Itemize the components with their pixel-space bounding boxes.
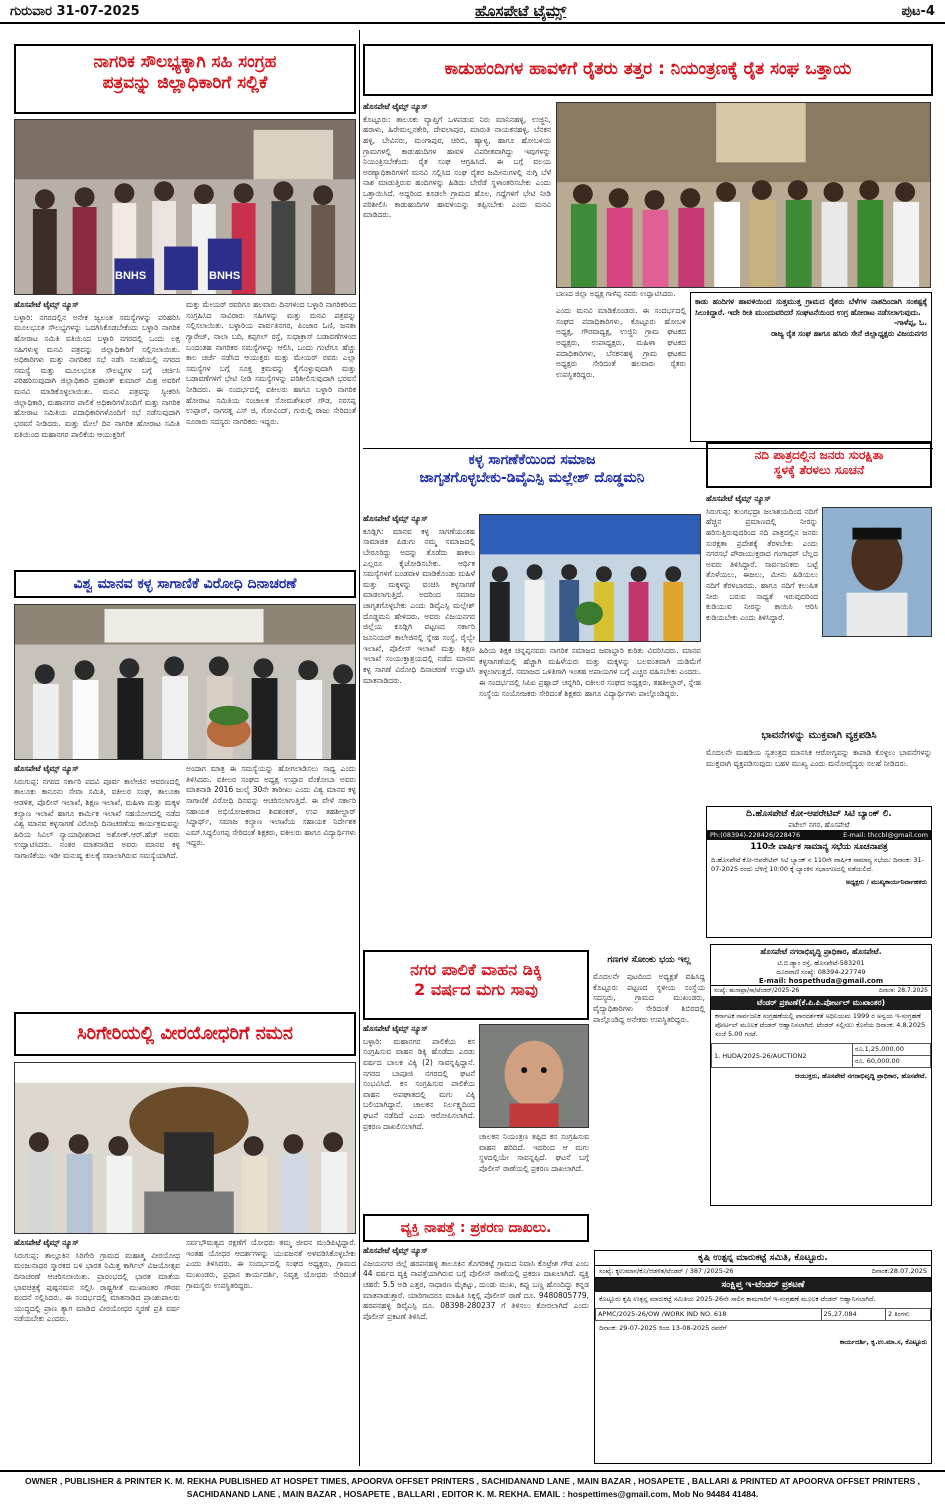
story4-headline: ಕಾಡುಹಂದಿಗಳ ಹಾವಳಿಗೆ ರೈತರು ತತ್ತರ : ನಿಯಂತ್ರಣಕ್ಕೆ ರೈತ ಸಂಘ ಒತ್ತಾಯ: [363, 44, 933, 96]
story8-body-text: ಮೊದಲನೇ ಪುಟದಿಂದ ಅಧ್ಯಕ್ಷತೆ ವಹಿಸಿದ್ದ ಕೊಟ್ಟೂರು ಪಟ್ಟಣದ ಸ್ಥಳೀಯ ಸಂಸ್ಥೆಯ ಸದಸ್ಯರು, ಗ್ರಾಮದ ಮುಖಂಡರು, ವೈದ್ಯಾಧಿಕಾರಿಗಳು ಸೇರಿದಂತೆ ಶಿಬಿರದಲ್ಲಿ ಪಾಲ್ಗೊಂಡಿದ್ದ ಅನೇಕರು ಉಪಸ್ಥಿತರಿದ್ದರು.: [593, 972, 705, 1024]
placard-1: BNHS: [115, 270, 147, 282]
story3-body-left-text: ಸಿರುಗುಪ್ಪ: ತಾಲ್ಲೂಕಿನ ಸಿರಿಗೇರಿ ಗ್ರಾಮದ ಮಹಾತ್ಮ ವೀರಯೋಧ ಮಂಜುನಾಥರ ಸ್ಮಾರಕದ ಬಳಿ ಭಾರತ ನಿಮಿತ್ತ ಕಾರ್ಗಿಲ್ ವಿಜಯೋತ್ಸವ ದಿನಾಚರಣೆ ಆಚರಿಸಲಾಯಿತು. ಪ್ರಾರಂಭದಲ್ಲಿ ಭಾರತ ಮಾತೆಯ ಭಾವಚಿತ್ರಕ್ಕೆ ಪುಷ್ಪನಮನ ಸಲ್ಲಿಸಿ ರಾಷ್ಟ್ರಗೀತೆ ಮುಖಾಂತರ ಗೌರವ ವಂದನೆ ಸಲ್ಲಿಸಿದರು. ಈ ಸಂದರ್ಭದಲ್ಲಿ ಮಾತನಾಡಿದ ಪ್ರಾಂಶುಪಾಲರು ಯುದ್ಧದಲ್ಲಿ ಪ್ರಾಣ ತ್ಯಾಗ ಮಾಡಿದ ವೀರಯೋಧರ ಸ್ಮರಣೆ ಪ್ರತಿ ವರ್ಷ ನಡೆಯಬೇಕು ಎಂದರು.: [14, 1250, 180, 1324]
huda-name: ಹೊಸಪೇಟೆ ನಗರಾಭಿವೃದ್ಧಿ ಪ್ರಾಧಿಕಾರ, ಹೊಸಪೇಟೆ.: [760, 947, 882, 956]
story1-body-right-text: ಮತ್ತು ಮೇಯರ್ ರವರಿಗೂ ಹಲವಾರು ದಿನಗಳಿಂದ ಬಳ್ಳಾರಿ ನಾಗರಿಕರಿಂದ ಸಂಗ್ರಹಿಸಿದ ಸಾವಿರಾರು ಸಹಿಗಳನ್ನು ಮತ್ತು ಮನವಿ ಪತ್ರವನ್ನು ಸಲ್ಲಿಸಲಾಯಿತು. ಬಳ್ಳಾರಿಯ ಪಾರ್ವತಿನಗರ, ಪಿಂಜಾರ ಓಣಿ, ಜನತಾ ಗ್ಯಾರೇಜ್, ನಾಲಾ ಬದಿ, ಕಪ್ಪಗಲ್ ರಸ್ತೆ, ಸುಧಾಕ್ರಾಸ್ ಬಡಾವಣೆಗಳಿಂದ ಬಂದಂತಹ ನಾಗರಿಕರ ಸಮಸ್ಯೆಗಳನ್ನು ಆಲಿಸಿ, ಒಂದು ಗಂಟೆಗೂ ಹೆಚ್ಚು ಕಾಲ ಚರ್ಚೆ ನಡೆಸಿದ ಆಯುಕ್ತರು ಮತ್ತು ಮೇಯರ್ ರವರು ಎಲ್ಲಾ ಸಮಸ್ಯೆಗಳ ಬಗ್ಗೆ ಸೂಕ್ತ ಕ್ರಮವನ್ನು ಕೈಗೊಳ್ಳುವುದಾಗಿ ಮತ್ತು ಬಡಾವಣೆಗಳಿಗೆ ಭೇಟಿ ನೀಡಿ ಸಮಸ್ಯೆಗಳನ್ನು ಪರಿಶೀಲಿಸುವುದಾಗಿ ಭರವಸೆ ನೀಡಿದರು. ಈ ಸಂದರ್ಭದಲ್ಲಿ ವಕೀಲರು ಹಾಗೂ ಬಳ್ಳಾರಿ ನಾಗರಿಕ ಹೋರಾಟ ಸಮಿತಿಯ ಸಂಚಾಲಕ ಸೋಮಶೇಖರ್ ಗೌಡ, ನರಸಪ್ಪ ಉಪ್ಪಾರ್, ನಾಗರತ್ನ ಎಸ್ ಜಿ, ಗೋವಿಂದ್, ಗುರುಲ್ಲಿ ರಾಜು ಸೇರಿದಂತೆ ನೂರಾರು ಸದಸ್ಯರು ನಾಗರಿಕರು ಇದ್ದರು.: [186, 300, 356, 427]
story4-body-mid: [556, 306, 686, 446]
story4-body-left-text: ಕೊಟ್ಟೂರು: ತಾಲೂಕು ವ್ಯಾಪ್ತಿಗೆ ಒಳಪಡುವ ನಿರು ಮಾನಿನಹಳ್ಳಿ, ಉಜ್ಜಿನಿ, ಹರಾಳು, ಹಿರೇಮಲ್ಲನಕೇರಿ, ದೇವಲಾಪುರ, ಮಾರುತಿ ನಾಯಕನಹಳ್ಳಿ, ಬೆನಕನ ಹಳ್ಳಿ, ಬೇವಿನರು, ಮಂಗಾಪುರ, ಚಿರಿಬಿ, ಹ್ಯಾಳ್ಯ, ಹಾಗೂ ಹೋಬಳಿಯ ಗ್ರಾಮಗಳಲ್ಲಿ ಕಾಡುಹಂದಿಗಳ ಹಾವಳಿ ವಿಪರೀತವಾಗಿದ್ದು ಇವುಗಳನ್ನು ನಿಯಂತ್ರಿಸಬೇಕೆಂದು ರೈತ ಸಂಘ ಆಗ್ರಹಿಸಿದೆ. ಈ ಬಗ್ಗೆ ವಲಯ ಅರಣ್ಯಾಧಿಕಾರಿಗಳಿಗೆ ಮನವಿ ಸಲ್ಲಿಸಿದ ಸಂಘ ರೈತರ ಜಮೀನುಗಳಲ್ಲಿ ನುಗ್ಗಿ ಬೆಳೆ ನಾಶ ಮಾಡುತ್ತಿರುವ ಹಂದಿಗಳನ್ನು ಹಿಡಿದು ಬೇರೆಡೆ ಸ್ಥಳಾಂತರಿಸಬೇಕು ಎಂದು ಒತ್ತಾಯಿಸಿದೆ. ಅದ್ದರಿಂದ ಕೂಡಲೇ ಗ್ರಾಮದ ಹೊಲ, ಗದ್ದೆಗಳಿಗೆ ಭೇಟಿ ನೀಡಿ ಪರಿಶೀಲಿಸಿ ಕಾಡುಹಂದಿಗಳ ಹಾವಳಿಯನ್ನು ತಪ್ಪಿಸಬೇಕು ಎಂದು ಮನವಿ ಮಾಡಿದರು.: [363, 114, 551, 220]
story6-body: [706, 494, 932, 726]
bank-address: ಪಟೇಲ್ ನಗರ, ಹೊಸಪೇಟೆ: [788, 821, 850, 829]
story5-dateline: ಹೊಸಪೇಟೆ ಟೈಮ್ಸ್ ನ್ಯೂಸ್: [363, 514, 428, 523]
apmc-name: ಕೃಷಿ ಉತ್ಪನ್ನ ಮಾರುಕಟ್ಟೆ ಸಮಿತಿ, ಕೊಟ್ಟೂರು.: [698, 1253, 828, 1263]
story2-body-left-text: ಸಿರುಗುಪ್ಪ: ನಗರದ ಸರ್ಕಾರಿ ಪದವಿ ಪೂರ್ವ ಕಾಲೇಜಿನ ಆವರಣದಲ್ಲಿ ತಾಲೂಕು ಕಾನೂನು ಸೇವಾ ಸಮಿತಿ, ವಕೀಲರ ಸಂಘ, ತಾಲೂಕಾ ಆಡಳಿತ, ಪೊಲೀಸ್ ಇಲಾಖೆ, ಶಿಕ್ಷಣ ಇಲಾಖೆ, ಮಹಿಳಾ ಮತ್ತು ಮಕ್ಕಳ ಕಲ್ಯಾಣ ಇಲಾಖೆ ಹಾಗೂ ಕಾರ್ಮಿಕ ಇಲಾಖೆ ಸಹಯೋಗದಲ್ಲಿ ನಡೆದ ವಿಶ್ವ ಮಾನವ ಕಳ್ಳಸಾಗಣೆ ವಿರೋಧಿ ದಿನಾಚರಣೆಯ ಕಾರ್ಯಕ್ರಮವನ್ನು ಹಿರಿಯ ಸಿವಿಲ್ ನ್ಯಾಯಾಧೀಶರಾದ ಅಶೋಕ್.ಆರ್.ಹೆಚ್ ಅವರು ಉದ್ಘಾಟಿಸಿದರು. ನಂತರ ಮಾತನಾಡಿದ ಅವರು ಮಾನವ ಕಳ್ಳ ಸಾಗಾಣಿಕೆಯು ಇಡೀ ಮನುಷ್ಯ ಕುಲಕ್ಕೆ ಸವಾಲಾಗಿರುವ ಸಮಸ್ಯೆಯಾಗಿದೆ.: [14, 776, 180, 861]
story5-headline: ಕಳ್ಳ ಸಾಗಣೆಕೆಯಿಂದ ಸಮಾಜ ಜಾಗೃತಗೊಳ್ಳಬೇಕು-ಡಿವೈಎಸ್ಪಿ ಮಲ್ಲೇಶ್ ದೊಡ್ಡಮನಿ: [419, 452, 645, 486]
story6-body-text: ಸಿರುಗುಪ್ಪ: ತುಂಗಭದ್ರಾ ಜಲಾಶಯದಿಂದ ನದಿಗೆ ಹೆಚ್ಚಿನ ಪ್ರಮಾಣದಲ್ಲಿ ನೀರನ್ನು ಹರಿಸುತ್ತಿರುವುದರಿಂದ ನದಿ ಪಾತ್ರದಲ್ಲಿನ ಜನರು ಸುರಕ್ಷತಾ ಪ್ರದೇಶಕ್ಕೆ ತೆರಳಬೇಕು ಎಂದು ನಗರಸಭೆ ಪೌರಾಯುಕ್ತರಾದ ಗಂಗಾಧರ್ ಬೆಲ್ಲದ ಅವರು ತಿಳಿಸಿದ್ದಾರೆ. ಸಾರ್ವಜನಿಕರು ಬಟ್ಟೆ ತೊಳೆಯಲು, ಈಜಲು, ಮೀನು ಹಿಡಿಯಲು ನದಿಗೆ ತೆರಳಬಾರದು. ಹಾಗೂ ನದಿಗೆ ಕಲುಷಿತ ನೀರು ಬರುವ ಸಾಧ್ಯತೆ ಇರುವುದರಿಂದ ಕುಡಿಯುವ ನೀರನ್ನು ಕಾಯಿಸಿ ಆರಿಸಿ ಕುಡಿಯಬೇಕು ಎಂದು ತಿಳಿಸಿದ್ದಾರೆ.: [706, 506, 818, 623]
story9-headline: ವ್ಯಕ್ತಿ ನಾಪತ್ತೆ : ಪ್ರಕರಣ ದಾಖಲು.: [363, 1214, 589, 1242]
apmc-row-amount: 25,27,084: [821, 1308, 885, 1320]
imprint-line2: SACHIDANAND LANE , MAIN BAZAR , HOSAPETE , BALLARI , EDITOR K. M. REKHA. EMAIL : hospettimes@gmail.com, Mob No 94484 41484.: [186, 1488, 759, 1499]
story9-body-text: ವಿಜಯನಗರ ಜಿಲ್ಲೆ ಹರಪನಹಳ್ಳಿ ತಾಲೂಕಿನ ತೊಗರಿಕಟ್ಟೆ ಗ್ರಾಮದ ನಿವಾಸಿ ಕೊಟ್ರೇಶ ಗೌಡ ಎಂಬ 44 ವರ್ಷದ ವ್ಯಕ್ತಿ ನಾಪತ್ತೆಯಾಗಿರುವ ಬಗ್ಗೆ ಪೊಲೀಸ್ ಠಾಣೆಯಲ್ಲಿ ಪ್ರಕರಣ ದಾಖಲಾಗಿದೆ. ವ್ಯಕ್ತಿ ಚಹರೆ: 5.5 ಅಡಿ ಎತ್ತರ, ಸಾಧಾರಣ ಮೈಕಟ್ಟು, ದುಂಡು ಮುಖ, ಕಪ್ಪು ಬಣ್ಣ ಹೊಂದಿದ್ದು ಕನ್ನಡ ಮಾತನಾಡುತ್ತಾರೆ. ಯಾರಿಗಾದರೂ ಮಾಹಿತಿ ಸಿಕ್ಕಲ್ಲಿ ಪೊಲೀಸ್ ಠಾಣೆ ದೂ. 9480805779, ಹರಪನಹಳ್ಳಿ ಡಿವೈಎಸ್ಪಿ ದೂ. 08398-280237 ಗೆ ತಿಳಿಸಲು ಕೋರಲಾಗಿದೆ ಎಂದು ಪೊಲೀಸ್ ಪ್ರಕಟಣೆ ತಿಳಿಸಿದೆ.: [363, 1258, 589, 1321]
story9-dateline: ಹೊಸಪೇಟೆ ಟೈಮ್ಸ್ ನ್ಯೂಸ್: [363, 1246, 428, 1255]
story2-headline: ವಿಶ್ವ ಮಾನವ ಕಳ್ಳ ಸಾಗಾಣಿಕೆ ವಿರೋಧಿ ದಿನಾಚರಣೆ: [14, 570, 356, 598]
huda-body: ಕರ್ನಾಟಕ ಸಾರ್ವಜನಿಕ ಸಂಗ್ರಹಣೆಯಲ್ಲಿ ಪಾರದರ್ಶಕತೆ ಅಧಿನಿಯಮ 1999 ರ ಅನ್ವಯ ಇ-ಸಂಗ್ರಹಣೆ ಪೋರ್ಟಲ್ ಮೂಲಕ ಟೆಂಡರ್ ಆಹ್ವಾನಿಸಲಾಗಿದೆ. ಟೆಂಡರ್ ಸಲ್ಲಿಸಲು ಕೊನೆಯ ದಿನಾಂಕ: 4.8.2025 ಸಂಜೆ 5.00 ಗಂಟೆ.: [715, 1012, 926, 1039]
story7-dateline: ಹೊಸಪೇಟೆ ಟೈಮ್ಸ್ ನ್ಯೂಸ್: [363, 1024, 428, 1033]
story8-headline: ಗಣಗಳ ಸೋಂಕು ಭಯ ಇಲ್ಲ: [607, 955, 691, 965]
bank-banner: 110ನೇ ವಾರ್ಷಿಕ ಸಾಮಾನ್ಯ ಸಭೆಯ ಸೂಚನಾಪತ್ರ: [707, 840, 931, 854]
story4-dateline: ಹೊಸಪೇಟೆ ಟೈಮ್ಸ್ ನ್ಯೂಸ್: [363, 102, 428, 111]
bank-advertisement: [706, 806, 932, 938]
story4-photo-caption: ಬಾಣದ ಜಿಲ್ಲಾ ಅಧ್ಯಕ್ಷ ಗಾಳೆಪ್ಪ ನವರು ಉದ್ಘಾಟಿಸಿದರು.: [556, 290, 676, 298]
story5-body-left: [363, 514, 475, 944]
huda-phone: ದೂರವಾಣಿ ಸಂಖ್ಯೆ: 08394-227749: [776, 968, 866, 976]
huda-lot2: ರೂ. 60,000.00: [853, 1056, 931, 1068]
story6-subbody: [706, 748, 932, 804]
bank-body: ದಿ.ಹೊಸಪೇಟೆ ಕೋ-ಆಪರೇಟಿವ್ ಸಿಟಿ ಬ್ಯಾಂಕ್ ನ 110ನೇ ವಾರ್ಷಿಕ ಸಾಮಾನ್ಯ ಸಭೆಯು ದಿನಾಂಕ: 31-07-2025 ರಂದು ಬೆಳಿಗ್ಗೆ 10:00 ಕ್ಕೆ ಬ್ಯಾಂಕಿನ ಸಭಾಂಗಣದಲ್ಲಿ ನಡೆಯಲಿದೆ.: [711, 856, 924, 874]
huda-row-label: 1. HUDA/2025-26/AUCTION2: [712, 1044, 853, 1068]
apmc-row-id: APMC/2025-26/OW /WORK IND NO. 618: [596, 1308, 822, 1320]
story3-photo: [14, 1062, 356, 1234]
story3-body-right: [186, 1238, 356, 1466]
story2-body-left: [14, 764, 180, 978]
bank-signature: ಅಧ್ಯಕ್ಷರು / ಮುಖ್ಯಕಾರ್ಯನಿರ್ವಾಹಕರು: [845, 878, 927, 887]
story1-body-right: [186, 300, 356, 566]
story6-subheading: ಭಾವನೆಗಳನ್ನು ಮುಕ್ತವಾಗಿ ವ್ಯಕ್ತಪಡಿಸಿ: [761, 730, 877, 741]
story5-photo: [479, 514, 701, 642]
story7-headline: ನಗರ ಪಾಲಿಕೆ ವಾಹನ ಡಿಕ್ಕಿ 2 ವರ್ಷದ ಮಗು ಸಾವು: [363, 950, 589, 1020]
story5-body-left-text: ಕೂಡ್ಲಿಗಿ: ಮಾನವ ಕಳ್ಳ ಸಾಗಣೆಯಂತಹ ಸಾಮಾಜಿಕ ಪಿಡುಗು ನಮ್ಮ ಸಮಾಜದಲ್ಲಿ ಬೇರೂರಿದ್ದು ಅದನ್ನು ತೊಡೆದು ಹಾಕಲು ಎಲ್ಲರೂ ಕೈಜೋಡಿಸಬೇಕು. ಆರ್ಥಿಕ ಸಮಸ್ಯೆಗಳಿಗೆ ಬಂಡವಾಳ ಮಾಡಿಕೊಂಡು ಮಹಿಳೆ ಮತ್ತು ಮಕ್ಕಳನ್ನು ವಂಚಿಸಿ ಕಳ್ಳಸಾಗಣೆ ಮಾಡಲಾಗುತ್ತಿದೆ. ಅದರಿಂದ ಸಮಾಜ ಜಾಗೃತಗೊಳ್ಳಬೇಕು ಎಂದು ಡಿವೈಎಸ್ಪಿ ಮಲ್ಲೇಶ್ ದೊಡ್ಡಮನಿ ಹೇಳಿದರು. ಅವರು ವಿಜಯನಗರ ಜಿಲ್ಲೆಯ ಕೂಡ್ಲಿಗಿ ಪಟ್ಟಣದ ಸರ್ಕಾರಿ ಜೂನಿಯರ್ ಕಾಲೇಜಿನಲ್ಲಿ ಸ್ನೇಹ ಸಂಸ್ಥೆ, ರೈಲ್ವೇ ಇಲಾಖೆ, ಪೊಲೀಸ್ ಇಲಾಖೆ ಮತ್ತು ಶಿಕ್ಷಣ ಇಲಾಖೆ ಸಂಯುಕ್ತಾಶ್ರಯದಲ್ಲಿ ನಡೆದ ಮಾನವ ಕಳ್ಳ ಸಾಗಣೆ ವಿರೋಧಿ ದಿನಾಚರಣೆ ಉದ್ಘಾಟಿಸಿ ಮಾತನಾಡಿದರು.: [363, 526, 475, 685]
apmc-ref: ಸಂಖ್ಯೆ: ಕೃಉಮಾಸ/ಕೊ/ಆಡಳಿತ/ಟೆಂಡರ್ / 387 /2025-26: [599, 1267, 734, 1275]
apmc-row-period: 2 ತಿಂಗಳು: [885, 1308, 930, 1320]
apmc-signature: ಕಾರ್ಯದರ್ಶಿ, ಕೃ.ಉ.ಮಾ.ಸ, ಕೊಟ್ಟೂರು: [839, 1337, 927, 1346]
story2-dateline: ಹೊಸಪೇಟೆ ಟೈಮ್ಸ್ ನ್ಯೂಸ್: [14, 764, 79, 773]
story4-body-mid-text: ಎಂದು ಮನವಿ ಮಾಡಿಕೊಂಡರು. ಈ ಸಂದರ್ಭದಲ್ಲಿ ಸಂಘದ ಪದಾಧಿಕಾರಿಗಳು, ಕೊಟ್ಟೂರು ಹೋಬಳಿ ಅಧ್ಯಕ್ಷ, ಗೌರವಾಧ್ಯಕ್ಷ, ಉಜ್ಜಿನಿ ಗ್ರಾಮ ಘಟಕದ ಅಧ್ಯಕ್ಷರು, ಉಪಾಧ್ಯಕ್ಷರು, ಮಹಿಳಾ ಘಟಕದ ಪದಾಧಿಕಾರಿಗಳು, ಬೆನಕನಹಳ್ಳಿ ಗ್ರಾಮ ಘಟಕದ ಅಧ್ಯಕ್ಷರು ಸೇರಿದಂತೆ ಹಲವಾರು ರೈತರು ಉಪಸ್ಥಿತರಿದ್ದರು.: [556, 306, 686, 379]
story1-dateline: ಹೊಸಪೇಟೆ ಟೈಮ್ಸ್ ನ್ಯೂಸ್: [14, 300, 79, 309]
huda-date: ದಿನಾಂಕ: 28.7.2025: [878, 987, 928, 994]
story3-dateline: ಹೊಸಪೇಟೆ ಟೈಮ್ಸ್ ನ್ಯೂಸ್: [14, 1238, 79, 1247]
huda-signature: ಆಯುಕ್ತರು, ಹೊಸಪೇಟೆ ನಗರಾಭಿವೃದ್ಧಿ ಪ್ರಾಧಿಕಾರ, ಹೊಸಪೇಟೆ.: [794, 1072, 927, 1081]
story1-body-left-text: ಬಳ್ಳಾರಿ: ನಗರದಲ್ಲಿನ ಅನೇಕ ಜ್ವಲಂತ ಸಮಸ್ಯೆಗಳನ್ನು ಪರಿಹರಿಸಿ ಮೂಲಭೂತ ಸೌಲಭ್ಯಗಳನ್ನು ಒದಗಿಸಿಕೊಡಬೇಕೆಂದು ಬಳ್ಳಾರಿ ನಾಗರಿಕ ಹೋರಾಟ ಸಮಿತಿ ವತಿಯಿಂದ ಬಳ್ಳಾರಿ ನಗರದಲ್ಲಿ ಒಂದು ಲಕ್ಷ ಸಹಿಗಳುಳ್ಳ ಮನವಿ ಪತ್ರವನ್ನು ಜಿಲ್ಲಾಧಿಕಾರಿಗೆ ಸಲ್ಲಿಸಲಾಯಿತು. ಅಧಿಕಾರಿಗಳು ಮತ್ತು ನಾಗರಿಕರ ಸಭೆ ನಡೆಸಿ ಸಲಹೆಯಲ್ಲಿ ನಗರದ ಸಮಸ್ಯೆ ಮತ್ತು ಮೂಲಭೂತ ಸೌಲಭ್ಯಗಳ ಬಗ್ಗೆ ಚರ್ಚಿಸಿ ಪರಿಹರಿಸುವುದಾಗಿ ಜಿಲ್ಲಾಧಿಕಾರಿ ಪ್ರಶಾಂತ್ ಕುಮಾರ್ ಮಿಶ್ರ ಅವರಿಗೆ ಮನವಿ ಮಾಡಿಕೊಳ್ಳಲಾಯಿತು. ಮನವಿ ಪತ್ರವನ್ನು ಸ್ವೀಕರಿಸಿ ಜಿಲ್ಲಾಧಿಕಾರಿ, ಮಹಾನಗರ ಪಾಲಿಕೆ ಅಧಿಕಾರಿಗಳೊಂದಿಗೆ ಮತ್ತು ನಾಗರಿಕ ಹೋರಾಟ ಸಮಿತಿಯ ಪದಾಧಿಕಾರಿಗಳೊಂದಿಗೆ ಸಭೆ ನಡೆಸುವುದಾಗಿ ಭರವಸೆ ನೀಡಿದರು. ಮತ್ತು ಮೇಲೆ ದಿನ ನಾಗರಿಕ ಹೋರಾಟ ಸಮಿತಿ ವತಿಯಿಂದ ಮಹಾನಗರ ಪಾಲಿಕೆಯ ಆಯುಕ್ತರಿಗೆ: [14, 312, 180, 439]
bank-name: ದಿ.ಹೊಸಪೇಟೆ ಕೋ-ಆಪರೇಟಿವ್ ಸಿಟಿ ಬ್ಯಾಂಕ್ ಲಿ.: [746, 809, 892, 819]
column-divider: [359, 30, 360, 1466]
story4-quote: ಕಾಡು ಹಂದಿಗಳ ಹಾವಳಿಯಿಂದ ಸುತ್ತಮುತ್ತ ಗ್ರಾಮದ ರೈತರು ಬೆಳೆಗಳ ನಾಶದಿಂದಾಗಿ ಸಂಕಷ್ಟಕ್ಕೆ ಸಿಲುಕಿದ್ದಾರೆ. ಇದೇ ರೀತಿ ಮುಂದುವರಿದರೆ ಸಂಘಟನೆಯಿಂದ ಉಗ್ರ ಹೋರಾಟ ನಡೆಸಲಾಗುವುದು.: [695, 297, 927, 317]
huda-email: E-mail: hospethuda@gmail.com: [758, 977, 884, 985]
bank-email: E-mail: thccbl@gmail.com: [843, 831, 928, 839]
story7-body-right: [479, 1132, 589, 1210]
story4-quote-author: -ಗಾಳೆಪ್ಪ, ಓ.: [894, 318, 927, 328]
story6-headline: ನದಿ ಪಾತ್ರದಲ್ಲಿನ ಜನರು ಸುರಕ್ಷಿತಾ ಸ್ಥಳಕ್ಕೆ ತೆರಳಲು ಸೂಚನೆ: [706, 442, 932, 488]
masthead: [0, 0, 945, 24]
story5-body-right: [479, 646, 701, 944]
story1-body-left: [14, 300, 180, 566]
apmc-banner: ಸಂಕ್ಷಿಪ್ತ ಇ-ಟೆಂಡರ್ ಪ್ರಕಟಣೆ: [595, 1278, 931, 1292]
imprint-line1: OWNER , PUBLISHER & PRINTER K. M. REKHA PUBLISHED AT HOSPET TIMES, APOORVA OFFSET PRINTERS , SACHIDANAND LANE , MAIN BAZAR , HOSAPETE , BALLARI & PRINTED AT APOORVA OFFSET PRINTERS ,: [24, 1476, 921, 1486]
huda-table: [711, 1043, 931, 1068]
huda-lot1: ರೂ.1,25,000.00: [853, 1044, 931, 1056]
story4-photo: [556, 102, 931, 288]
apmc-dates: ದಿನಾಂಕ: 29-07-2025 ರಿಂದ 13-08-2025 ರವರೆಗೆ: [599, 1323, 727, 1332]
story6-dateline: ಹೊಸಪೇಟೆ ಟೈಮ್ಸ್ ನ್ಯೂಸ್: [706, 494, 771, 503]
imprint-footer: [0, 1470, 945, 1504]
table-row: [712, 1044, 931, 1056]
story8-body: [593, 972, 705, 1210]
table-row: [596, 1308, 931, 1320]
story2-body-right-text: ಅಂದಾಗ ಮಾತ್ರ ಈ ಸಮಸ್ಯೆಯನ್ನು ಹೋಗಲಾಡಿಸಲು ಸಾಧ್ಯ ಎಂದು ತಿಳಿಸಿದರು. ವಕೀಲರ ಸಂಘದ ಅಧ್ಯಕ್ಷ ಉಪ್ಪಾರ ವೆಂಕೋಬಾ ಅವರು ಮಾತನಾಡಿ 2016 ಜುಲೈ 30ನೇ ತಾರೀಖು ಎಂದು ವಿಶ್ವ ಮಾನವ ಕಳ್ಳ ಸಾಗಾಣಿಕೆ ವಿರೋಧಿ ದಿನವನ್ನು ಆಚರಿಸಲಾಗುತ್ತಿದೆ. ಈ ವೇಳೆ ಸರ್ಕಾರಿ ಸಹಾಯಕ ಅಭಿಯೋಜಕರಾದ ಶಿವಶಂಕರ್, ಉಪ ತಹಶೀಲ್ದಾರ್ ಸಿದ್ದಾರ್ಥ್, ಸಮಾಜ ಕಲ್ಯಾಣ ಇಲಾಖೆಯ ಸಹಾಯಕ ನಿರ್ದೇಶಕ ಎಮ್.ಸಿದ್ದಲಿಂಗಪ್ಪ ಸೇರಿದಂತೆ ಶಿಕ್ಷಕರು, ವಕೀಲರು ಹಾಗೂ ವಿದ್ಯಾರ್ಥಿಗಳು ಇದ್ದರು.: [186, 764, 356, 848]
story7-body-right-text: ಚಾಲಕನ ನಿಯಂತ್ರಣ ತಪ್ಪಿದ ಕಸ ಸಂಗ್ರಹಿಸುವ ವಾಹನ ಹರಿದಿದೆ. ಇದರಿಂದ ಆ ಮಗು ಸ್ಥಳದಲ್ಲಿಯೇ ಸಾವನ್ನಪ್ಪಿದೆ. ಘಟನೆ ಬಗ್ಗೆ ಪೊಲೀಸ್ ಠಾಣೆಯಲ್ಲಿ ಪ್ರಕರಣ ದಾಖಲಾಗಿದೆ.: [479, 1132, 589, 1173]
story3-body-right-text: ಸರ್ವಭೌಮತ್ವದ ರಕ್ಷಣೆಗೆ ಯೋಧರು ತಮ್ಮ ಜೀವನ ಮುಡಿಪಿಟ್ಟಿದ್ದಾರೆ. ಇಂತಹ ಯೋಧರ ಆದರ್ಶಗಳನ್ನು ಯುವಜನತೆ ಅಳವಡಿಸಿಕೊಳ್ಳಬೇಕು ಎಂದು ತಿಳಿಸಿದರು. ಈ ಸಂದರ್ಭದಲ್ಲಿ ಸಂಘದ ಅಧ್ಯಕ್ಷರು, ಗ್ರಾಮದ ಮುಖಂಡರು, ಪ್ರಧಾನ ಕಾರ್ಯದರ್ಶಿ, ನಿವೃತ್ತ ಯೋಧರು ಸೇರಿದಂತೆ ಗ್ರಾಮಸ್ಥರು ಉಪಸ್ಥಿತರಿದ್ದರು.: [186, 1238, 356, 1290]
story2-body-right: [186, 764, 356, 978]
apmc-body: ಕೊಟ್ಟೂರು ಕೃಷಿ ಉತ್ಪನ್ನ ಮಾರುಕಟ್ಟೆ ಸಮಿತಿಯ 2025-26ನೇ ಸಾಲಿನ ಕಾಮಗಾರಿಗೆ ಇ-ಸಂಗ್ರಹಣೆ ಮೂಲಕ ಟೆಂಡರ್ ಆಹ್ವಾನಿಸಲಾಗಿದೆ.: [599, 1295, 876, 1303]
huda-address: ಟಿ.ಬಿ.ಡ್ಯಾಂ ರಸ್ತೆ, ಹೊಸಪೇಟೆ-583201: [777, 959, 865, 967]
story9-body: [363, 1246, 589, 1466]
story3-body-left: [14, 1238, 180, 1466]
story5-body-right-text: ಹಿರಿಯ ಶಿಕ್ಷಕ ಚಿನ್ನಪ್ಪನವರು ನಾಗರಿಕ ಸಮಾಜದ ಜವಾಬ್ದಾರಿ ಕುರಿತು ವಿವರಿಸಿದರು. ಮಾನವ ಕಳ್ಳಸಾಗಣೆಯಲ್ಲಿ ಹೆಚ್ಚಾಗಿ ಮಹಿಳೆಯರು ಮತ್ತು ಮಕ್ಕಳನ್ನು ಬಲವಂತವಾಗಿ ದುಡಿಮೆಗೆ ತಳ್ಳಲಾಗುತ್ತದೆ. ಸಮಾಜದ ಒಳಿತಿಗಾಗಿ ಇಂತಹ ಅಪಾಯಗಳ ಬಗ್ಗೆ ಎಚ್ಚರ ವಹಿಸಬೇಕು ಎಂದರು. ಈ ಸಂದರ್ಭದಲ್ಲಿ ಸಿಪಿಐ ಪ್ರಹ್ಲಾದ್ ಚನ್ನಗಿರಿ, ವಕೀಲರ ಸಂಘದ ಅಧ್ಯಕ್ಷರು, ತಹಶೀಲ್ದಾರ್, ಸ್ನೇಹ ಸಂಸ್ಥೆಯ ಸಂಯೋಜಕರು ಸೇರಿದಂತೆ ಶಿಕ್ಷಕರು ಹಾಗೂ ವಿದ್ಯಾರ್ಥಿಗಳು ಪಾಲ್ಗೊಂಡಿದ್ದರು.: [479, 646, 701, 698]
story4-quote-role: ರಾಜ್ಯ ರೈತ ಸಂಘ ಹಾಗೂ ಹಸಿರು ಸೇನೆ ಜಿಲ್ಲಾಧ್ಯಕ್ಷರು ವಿಜಯನಗರ: [771, 328, 927, 338]
story1-photo: [14, 119, 356, 295]
story6-subbody-text: ಮೊದಲನೇ ಮಹಡಿಯ ಸ್ವತಂತ್ರದ ಮಾನಸಿಕ ಆರೋಗ್ಯವನ್ನು ಕಾಪಾಡಿ ಕೊಳ್ಳಲು ಭಾವನೆಗಳನ್ನು ಮುಕ್ತವಾಗಿ ವ್ಯಕ್ತಪಡಿಸುವುದು ಬಹಳ ಮುಖ್ಯ ಎಂದು ಮನೋವೈದ್ಯರು ಸಲಹೆ ನೀಡಿದರು.: [706, 748, 932, 768]
apmc-date: ದಿನಾಂಕ:28.07.2025: [871, 1267, 927, 1275]
newspaper-title: ಹೊಸಪೇಟೆ ಟೈಮ್ಸ್: [474, 2, 567, 20]
page-number: ಪುಟ-4: [901, 3, 935, 19]
huda-advertisement: [710, 944, 932, 1206]
story4-body-left: [363, 102, 551, 446]
story3-headline: ಸಿರಿಗೇರಿಯಲ್ಲಿ ವೀರಯೋಧರಿಗೆ ನಮನ: [14, 1012, 356, 1056]
story4-quote-box: [690, 292, 932, 442]
story2-photo: [14, 604, 356, 760]
story1-headline: ನಾಗರಿಕ ಸೌಲಭ್ಯಕ್ಕಾಗಿ ಸಹಿ ಸಂಗ್ರಹ ಪತ್ರವನ್ನು ಜಿಲ್ಲಾಧಿಕಾರಿಗೆ ಸಲ್ಲಿಕೆ: [14, 44, 356, 114]
placard-2: BNHS: [209, 270, 241, 282]
story7-body-left-text: ಬಳ್ಳಾರಿ: ಮಹಾನಗರ ಪಾಲಿಕೆಯ ಕಸ ಸಂಗ್ರಹಿಸುವ ವಾಹನ ಡಿಕ್ಕಿ ಹೊಡೆದು ಎರಡು ವರ್ಷದ ಬಾಲಕ ವಿಕ್ಕಿ (2) ಸಾವನ್ನಪ್ಪಿದ್ದಾನೆ. ನಗರದ ಬಾಪೂಜಿ ನಗರದಲ್ಲಿ ಘಟನೆ ಸಂಭವಿಸಿದೆ. ಕಸ ಸಂಗ್ರಹಿಸುವ ಪಾಲಿಕೆಯ ವಾಹನ ಅಪಘಾತದಲ್ಲಿ ಮಗು ವಿಕ್ಕಿ ಬಲಿಯಾಗಿದ್ದಾನೆ. ಚಾಲಕನ ನಿರ್ಲಕ್ಷ್ಯದಿಂದ ಘಟನೆ ನಡೆದಿದೆ ಎಂದು ಆರೋಪಿಸಲಾಗಿದೆ. ಪ್ರಕರಣ ದಾಖಲಿಸಲಾಗಿದೆ.: [363, 1036, 475, 1131]
apmc-advertisement: [594, 1250, 932, 1464]
story6-portrait: [822, 507, 932, 637]
story7-child-photo: [479, 1024, 589, 1128]
bank-phone: Ph:(08394)-228426/228476: [710, 831, 801, 839]
huda-banner: ಟೆಂಡರ್ ಪ್ರಕಟಣೆ(ಕೆ.ಪಿ.ಪಿ.ಪೋರ್ಟಲ್ ಮುಖಾಂತರ): [711, 996, 931, 1010]
story7-body-left: [363, 1024, 475, 1210]
apmc-table: [595, 1308, 931, 1321]
huda-ref: ಸಂಖ್ಯೆ: ಹುನಾಪ್ರಾ/ಸಾ/ಟೆಂಡರ್/2025-26: [714, 987, 800, 994]
issue-date: ಗುರುವಾರ 31-07-2025: [10, 3, 140, 19]
